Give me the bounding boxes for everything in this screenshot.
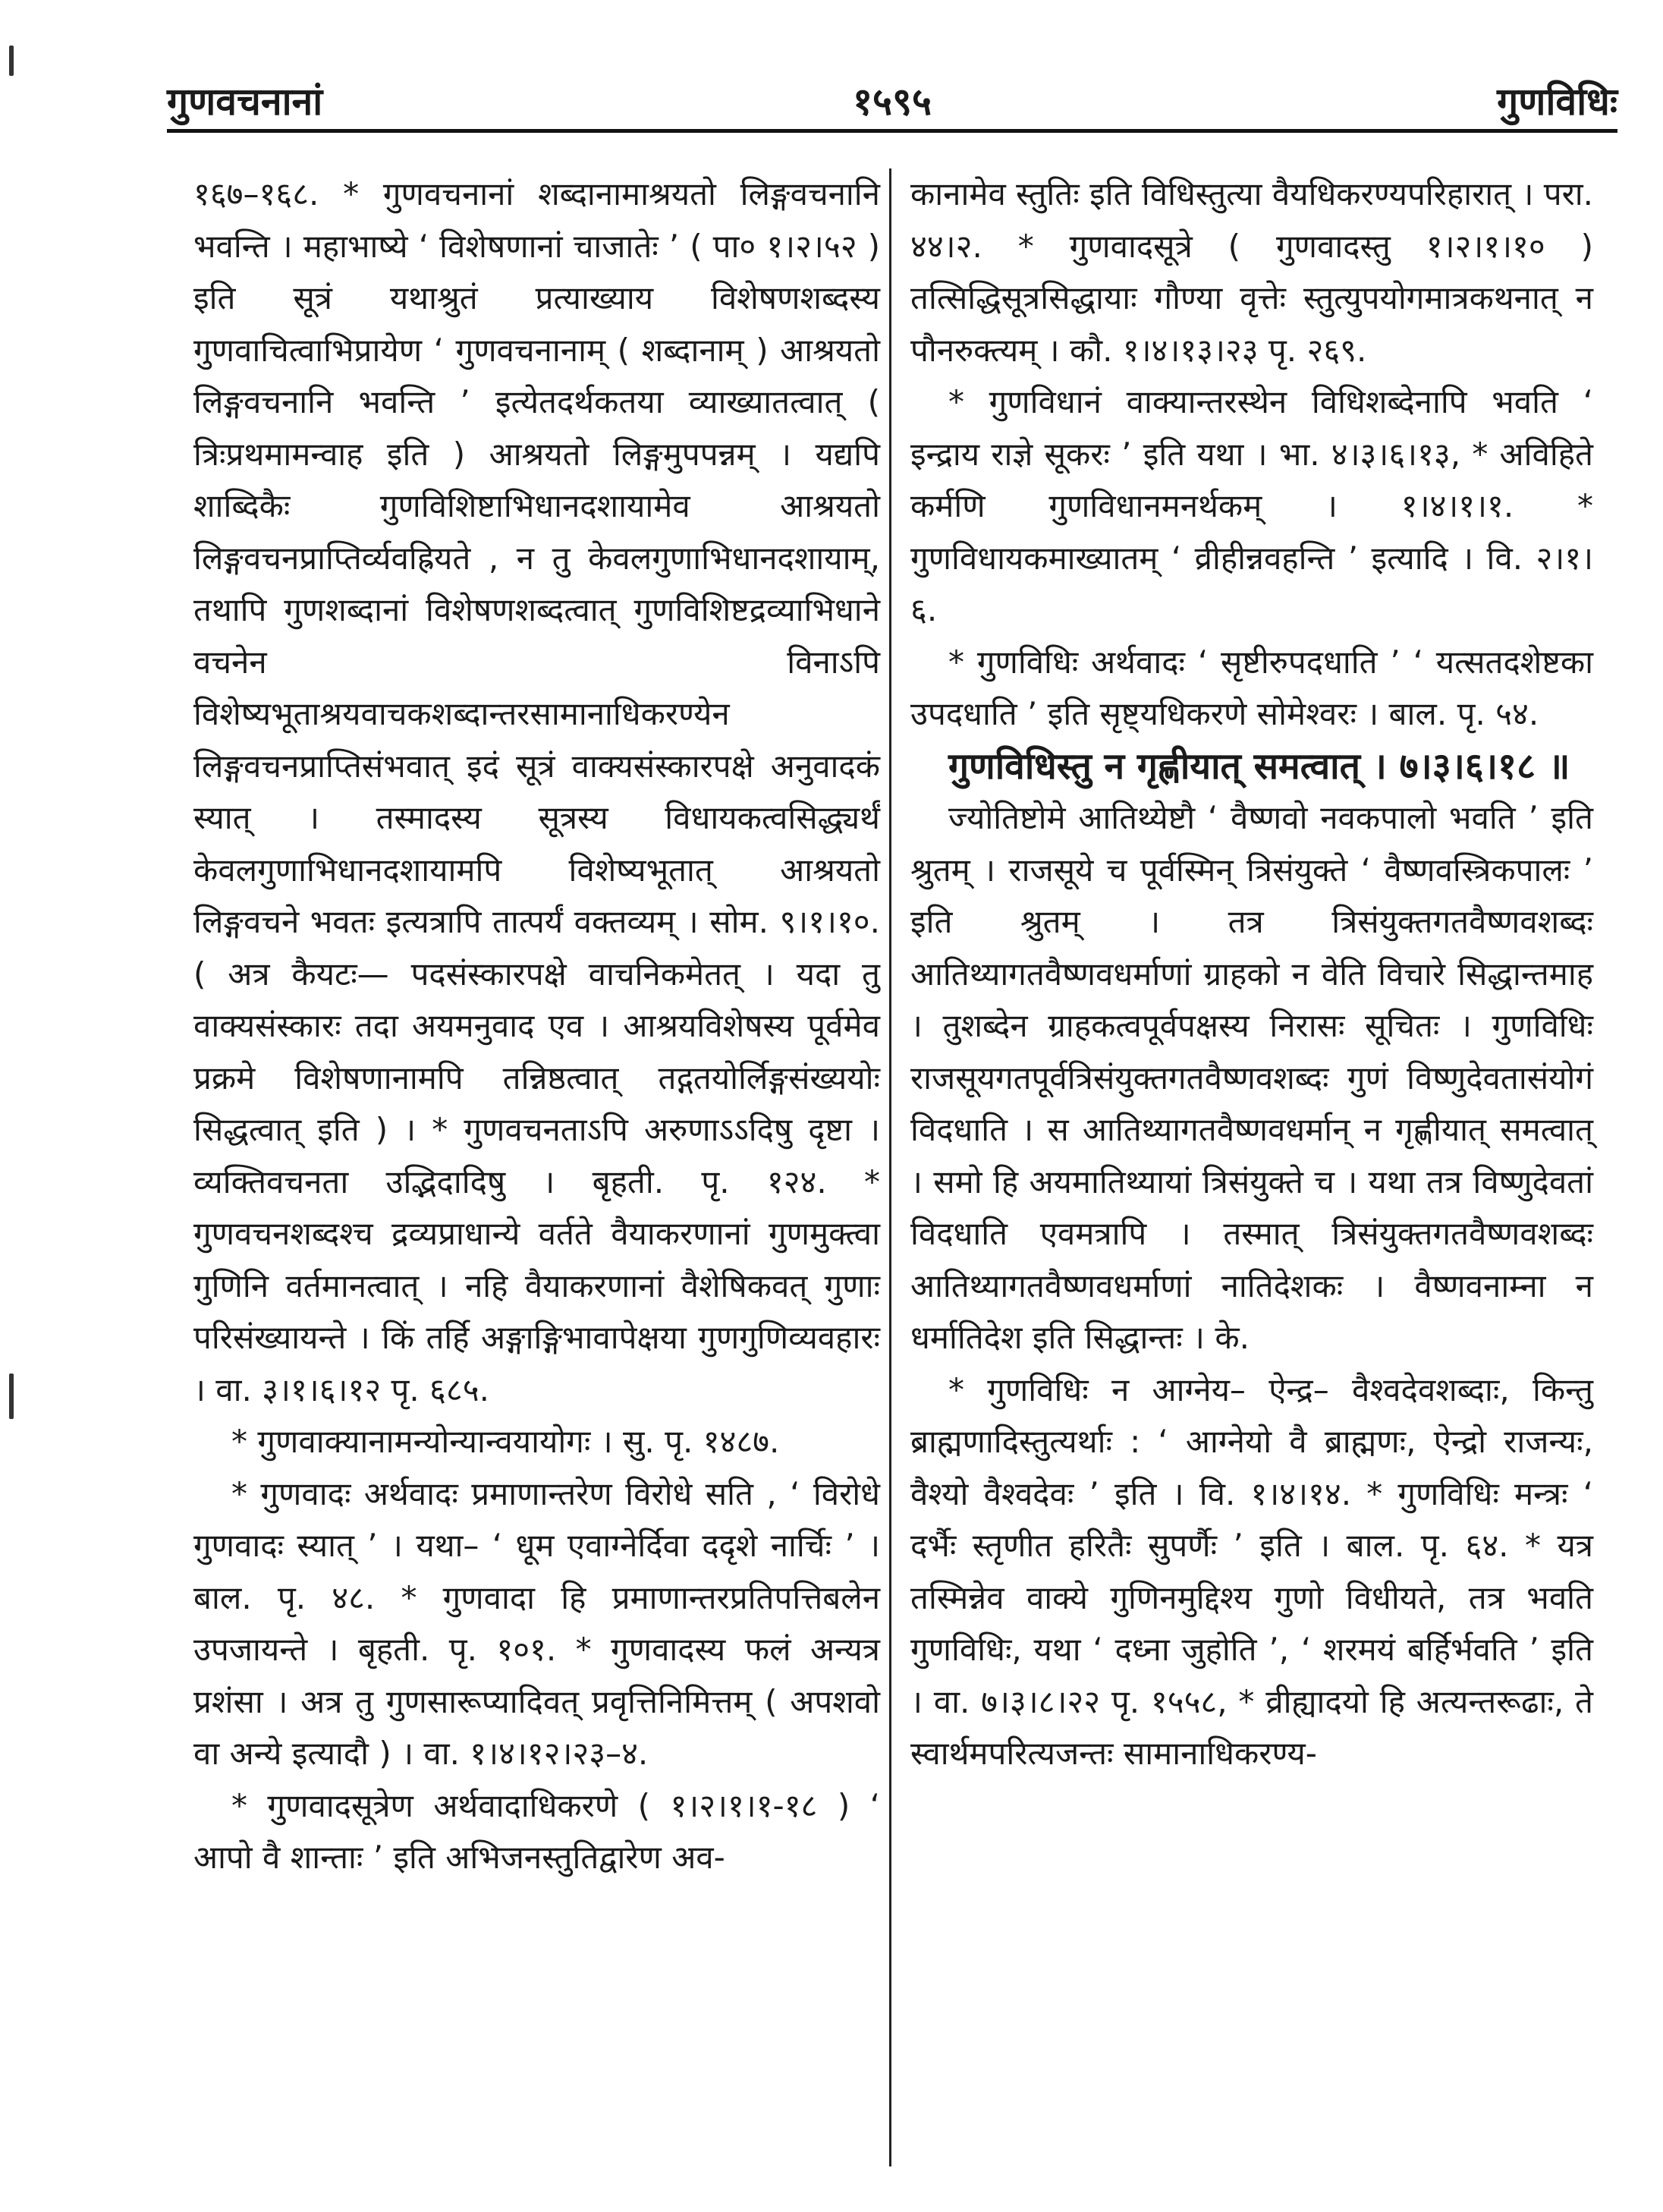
paragraph: * गुणवाक्यानामन्योन्यान्वयायोगः । सु. पृ. १४८७. [231, 1423, 780, 1460]
paragraph: कानामेव स्तुतिः इति विधिस्तुत्या वैयधिकरण्यपरिहारात् । परा. ४४।२. * गुणवादसूत्रे ( गुणवादस्तु १।२।१।१० ) तत्सिद्धिसूत्रसिद्धायाः गौण्या वृत्तेः स्तुत्युपयोगमात्रकथनात् न पौनरुक्त्यम् । कौ. १।४।१३।२३ पृ. २६९. [910, 175, 1593, 369]
paragraph: १६७–१६८. * गुणवचनानां शब्दानामाश्रयतो लिङ्गवचनानि भवन्ति । महाभाष्ये ‘ विशेषणानां चाजातेः ’ ( पा० १।२।५२ ) इति सूत्रं यथाश्रुतं प्रत्याख्याय विशेषणशब्दस्य गुणवाचित्वाभिप्रायेण ‘ गुणवचनानाम् ( शब्दानाम् ) आश्रयतो लिङ्गवचनानि भवन्ति ’ इत्येतदर्थकतया व्याख्यातत्वात् ( त्रिःप्रथमामन्वाह इति ) आश्रयतो लिङ्गमुपपन्नम् । यद्यपि शाब्दिकैः गुणविशिष्टाभिधानदशायामेव आश्रयतो लिङ्गवचनप्राप्तिर्व्यवह्रियते , न तु केवलगुणाभिधानदशायाम्, तथापि गुणशब्दानां विशेषणशब्दत्वात् गुणविशिष्टद्रव्याभिधाने वचनेन विनाऽपि विशेष्यभूताश्रयवाचकशब्दान्तरसामानाधिकरण्येन लिङ्गवचनप्राप्तिसंभवात् इदं सूत्रं वाक्यसंस्कारपक्षे अनुवादकं स्यात् । तस्मादस्य सूत्रस्य विधायकत्वसिद्ध्यर्थं केवलगुणाभिधानदशायामपि विशेष्यभूतात् आश्रयतो लिङ्गवचने भवतः इत्यत्रापि तात्पर्यं वक्तव्यम् । सोम. ९।१।१०. ( अत्र कैयटः— पदसंस्कारपक्षे वाचनिकमेतत् । यदा तु वाक्यसंस्कारः तदा अयमनुवाद एव । आश्रयविशेषस्य पूर्वमेव प्रक्रमे विशेषणानामपि तन्निष्ठत्वात् तद्गतयोर्लिङ्गसंख्ययोः सिद्धत्वात् इति ) । * गुणवचनताऽपि अरुणाऽऽदिषु दृष्टा । व्यक्तिवचनता उद्भिदादिषु । बृहती. पृ. १२४. * गुणवचनशब्दश्च द्रव्यप्राधान्ये वर्तते वैयाकरणानां गुणमुक्त्वा गुणिनि वर्तमानत्वात् । नहि वैयाकरणानां वैशेषिकवत् गुणाः परिसंख्यायन्ते । किं तर्हि अङ्गाङ्गिभावापेक्षया गुणगुणिव्यवहारः । वा. ३।१।६।१२ पृ. ६८५. [193, 175, 880, 1408]
header-right-title: गुणविधिः [1497, 80, 1617, 124]
sutra-heading: गुणविधिस्तु न गृह्णीयात् समत्वात् । ७।३।६।१८ ॥ [948, 744, 1570, 788]
margin-mark [9, 1373, 14, 1419]
column-divider [889, 168, 891, 2166]
left-column [193, 168, 880, 2182]
header-left-title: गुणवचनानां [167, 80, 323, 124]
margin-mark [9, 46, 14, 76]
paragraph: * गुणवादः अर्थवादः प्रमाणान्तरेण विरोधे सति , ‘ विरोधे गुणवादः स्यात् ’ । यथा– ‘ धूम एवाग्नेर्दिवा ददृशे नार्चिः ’ । बाल. पृ. ४८. * गुणवादा हि प्रमाणान्तरप्रतिपत्तिबलेन उपजायन्ते । बृहती. पृ. १०१. * गुणवादस्य फलं अन्यत्र प्रशंसा । अत्र तु गुणसारूप्यादिवत् प्रवृत्तिनिमित्तम् ( अपशवो वा अन्ये इत्यादौ ) । वा. १।४।१२।२३–४. [193, 1474, 880, 1772]
right-column [910, 168, 1593, 2182]
paragraph: * गुणविधिः अर्थवादः ‘ सृष्टीरुपदधाति ’ ‘ यत्सतदशेष्टका उपदधाति ’ इति सृष्ट्यधिकरणे सोमेश्वरः । बाल. पृ. ५४. [910, 643, 1593, 732]
paragraph: ज्योतिष्टोमे आतिथ्येष्टौ ‘ वैष्णवो नवकपालो भवति ’ इति श्रुतम् । राजसूये च पूर्वस्मिन् त्रिसंयुक्ते ‘ वैष्णवस्त्रिकपालः ’ इति श्रुतम् । तत्र त्रिसंयुक्तगतवैष्णवशब्दः आतिथ्यागतवैष्णवधर्माणां ग्राहको न वेति विचारे सिद्धान्तमाह । तुशब्देन ग्राहकत्वपूर्वपक्षस्य निरासः सूचितः । गुणविधिः राजसूयगतपूर्वत्रिसंयुक्तगतवैष्णवशब्दः गुणं विष्णुदेवतासंयोगं विदधाति । स आतिथ्यागतवैष्णवधर्मान् न गृह्णीयात् समत्वात् । समो हि अयमातिथ्यायां त्रिसंयुक्ते च । यथा तत्र विष्णुदेवतां विदधाति एवमत्रापि । तस्मात् त्रिसंयुक्तगतवैष्णवशब्दः आतिथ्यागतवैष्णवधर्माणां नातिदेशकः । वैष्णवनाम्ना न धर्मातिदेश इति सिद्धान्तः । के. [910, 799, 1593, 1356]
paragraph: * गुणविधिः न आग्नेय– ऐन्द्र– वैश्वदेवशब्दाः, किन्तु ब्राह्मणादिस्तुत्यर्थाः : ‘ आग्नेयो वै ब्राह्मणः, ऐन्द्रो राजन्यः, वैश्यो वैश्वदेवः ’ इति । वि. १।४।१४. * गुणविधिः मन्त्रः ‘ दर्भैः स्तृणीत हरितैः सुपर्णैः ’ इति । बाल. पृ. ६४. * यत्र तस्मिन्नेव वाक्ये गुणिनमुद्दिश्य गुणो विधीयते, तत्र भवति गुणविधिः, यथा ‘ दध्ना जुहोति ’, ‘ शरमयं बर्हिर्भवति ’ इति । वा. ७।३।८।२२ पृ. १५५८, * व्रीह्यादयो हि अत्यन्तरूढाः, ते स्वार्थमपरित्यजन्तः सामानाधिकरण्य- [910, 1370, 1593, 1772]
paragraph: * गुणवादसूत्रेण अर्थवादाधिकरणे ( १।२।१।१-१८ ) ‘ आपो वै शान्ताः ’ इति अभिजनस्तुतिद्वारेण अव- [193, 1786, 880, 1876]
page-number: १५९५ [853, 80, 932, 124]
paragraph: * गुणविधानं वाक्यान्तरस्थेन विधिशब्देनापि भवति ‘ इन्द्राय राज्ञे सूकरः ’ इति यथा । भा. ४।३।६।१३, * अविहिते कर्मणि गुणविधानमनर्थकम् । १।४।१।१. * गुणविधायकमाख्यातम् ‘ व्रीहीन्नवहन्ति ’ इत्यादि । वि. २।१।६. [910, 383, 1593, 628]
page-header [167, 68, 1617, 133]
